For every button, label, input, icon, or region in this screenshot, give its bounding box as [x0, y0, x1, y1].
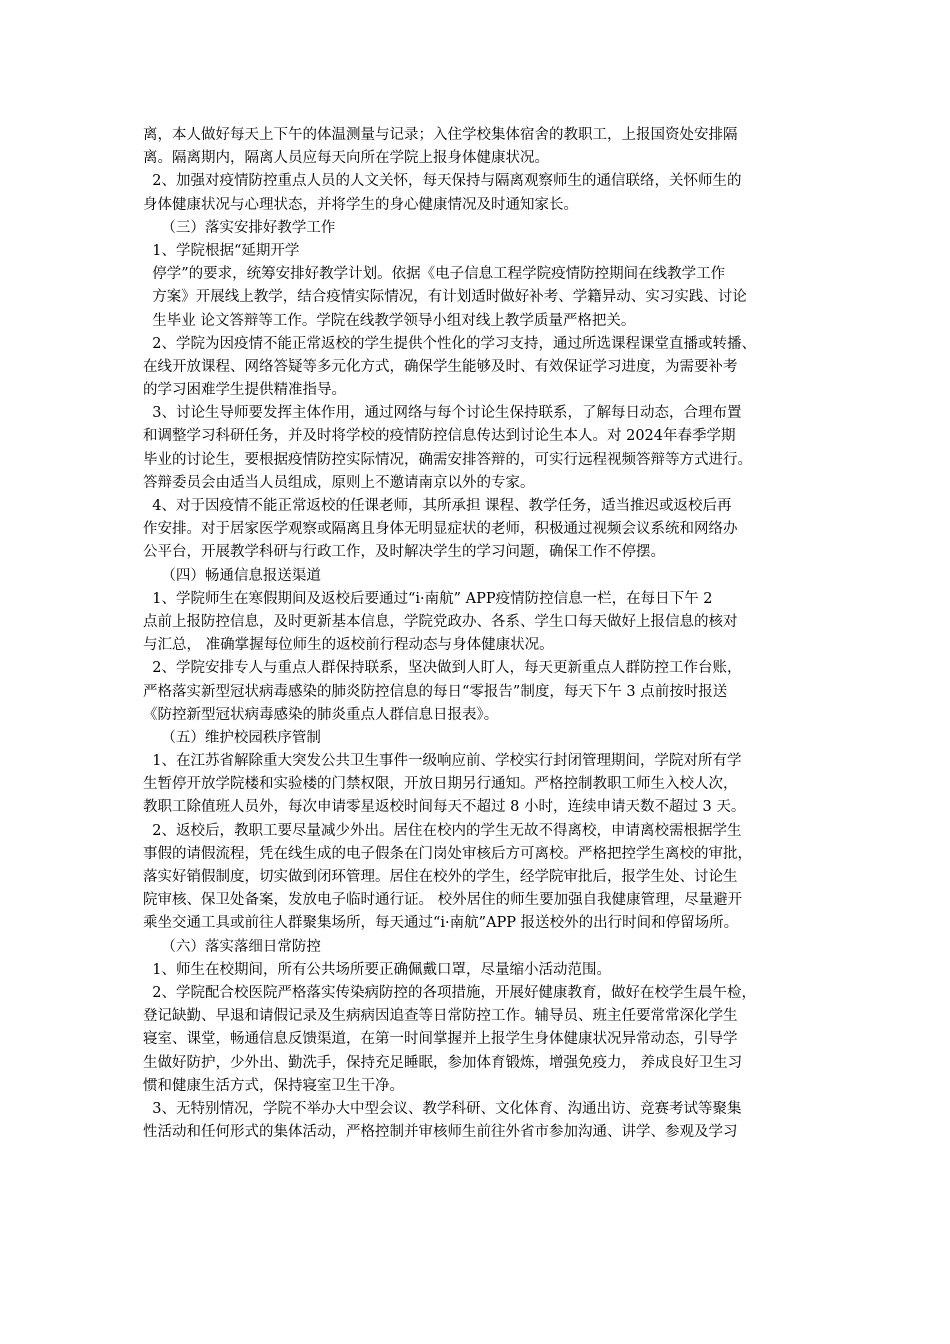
text-line: 《防控新型冠状病毒感染的肺炎重点人群信息日报表》。	[143, 706, 499, 723]
text-line: 的学习困难学生提供精准指导。	[143, 382, 346, 399]
text-line: （三）落实安排好教学工作	[143, 219, 336, 236]
text-line: 严格落实新型冠状病毒感染的肺炎防控信息的每日“零报告”制度，每天下午 3 点前按时报送	[143, 683, 728, 700]
text-line: 惯和健康生活方式，保持寝室卫生干净。	[143, 1077, 404, 1094]
text-line: 作安排。对于居家医学观察或隔离且身体无明显症状的老师，积极通过视频会议系统和网络办	[143, 521, 738, 538]
text-line: 2、加强对疫情防控重点人员的人文关怀，每天保持与隔离观察师生的通信联络，关怀师生的	[143, 173, 742, 190]
text-line: 1、师生在校期间，所有公共场所要正确佩戴口罩，尽量缩小活动范围。	[143, 961, 611, 978]
text-line: 离，本人做好每天上下午的体温测量与记录；入住学校集体宿舍的教职工，上报国资处安排隔	[143, 127, 738, 143]
text-line: 3、无特别情况，学院不举办大中型会议、教学科研、文化体育、沟通出访、竞赛考试等聚集	[143, 1100, 742, 1117]
text-line: 3、讨论生导师要发挥主体作用，通过网络与每个讨论生保持联系，了解每日动态，合理布置	[143, 405, 742, 422]
document-body	[143, 124, 808, 1144]
text-line: （六）落实落细日常防控	[143, 938, 321, 955]
text-line: 性活动和任何形式的集体活动，严格控制并审核师生前往外省市参加沟通、讲学、参观及学习	[143, 1124, 738, 1141]
text-line: 1、学院师生在寒假期间及返校后要通过“i·南航” APP疫情防控信息一栏，在每日下午 2	[143, 590, 713, 607]
text-line: 答辩委员会由适当人员组成，原则上不邀请南京以外的专家。	[143, 474, 535, 491]
text-line: 点前上报防控信息，及时更新基本信息，学院党政办、各系、学生口每天做好上报信息的核对	[143, 613, 738, 630]
text-line: 方案》开展线上教学，结合疫情实际情况，有计划适时做好补考、学籍异动、实习实践、讨论	[143, 289, 747, 306]
text-line: 2、学院配合校医院严格落实传染病防控的各项措施，开展好健康教育，做好在校学生晨午检，	[143, 984, 756, 1001]
text-line: 和调整学习科研任务，并及时将学校的疫情防控信息传达到讨论生本人。对 2024年春季学期	[143, 428, 736, 445]
text-line: 身体健康状况与心理状态，并将学生的身心健康情况及时通知家长。	[143, 196, 578, 213]
text-line: （四）畅通信息报送渠道	[143, 567, 321, 584]
text-line: 1、在江苏省解除重大突发公共卫生事件一级响应前、学校实行封闭管理期间，学院对所有学	[143, 753, 742, 770]
text-line: 寝室、课堂，畅通信息反馈渠道，在第一时间掌握并上报学生身体健康状况异常动态，引导学	[143, 1031, 738, 1048]
text-line: 2、返校后，教职工要尽量减少外出。居住在校内的学生无故不得离校，申请离校需根据学生	[143, 822, 742, 839]
text-line: 乘坐交通工具或前往人群聚集场所，每天通过“i·南航”APP 报送校外的出行时间和停留场所。	[143, 915, 739, 932]
text-line: 离。隔离期内，隔离人员应每天向所在学院上报身体健康状况。	[143, 150, 549, 167]
text-line: 落实好销假制度，切实做到闭环管理。居住在校外的学生，经学院审批后，报学生处、讨论生	[143, 869, 738, 885]
text-line: 2、学院为因疫情不能正常返校的学生提供个性化的学习支持，通过所选课程课堂直播或转播、	[143, 335, 756, 352]
text-line: （五）维护校园秩序管制	[143, 729, 321, 746]
text-line: 生暂停开放学院楼和实验楼的门禁权限，开放日期另行通知。严格控制教职工师生入校人次，	[143, 776, 738, 793]
text-line: 4、对于因疫情不能正常返校的任课老师，其所承担 课程、教学任务，适当推迟或返校后再	[143, 498, 732, 514]
text-line: 2、学院安排专人与重点人群保持联系，坚决做到人盯人，每天更新重点人群防控工作台账，	[143, 660, 742, 677]
text-line: 教职工除值班人员外，每次申请零星返校时间每天不超过 8 小时，连续申请天数不超过 3 天。	[143, 799, 746, 816]
text-line: 停学”的要求，统筹安排好教学计划。依据《电子信息工程学院疫情防控期间在线教学工作	[143, 266, 726, 283]
text-line: 1、学院根据“延期开学	[143, 242, 300, 259]
text-line: 登记缺勤、早退和请假记录及生病病因追查等日常防控工作。辅导员、班主任要常常深化学生	[143, 1008, 738, 1025]
text-line: 在线开放课程、网络答疑等多元化方式，确保学生能够及时、有效保证学习进度，为需要补考	[143, 358, 738, 375]
text-line: 毕业的讨论生，要根据疫情防控实际情况，确需安排答辩的，可实行远程视频答辩等方式进行。	[143, 451, 752, 468]
text-line: 与汇总， 准确掌握每位师生的返校前行程动态与身体健康状况。	[143, 637, 554, 654]
text-line: 生毕业 论文答辩等工作。学院在线教学领导小组对线上教学质量严格把关。	[143, 312, 636, 329]
text-line: 事假的请假流程，凭在线生成的电子假条在门岗处审核后方可离校。严格把控学生离校的审批，	[143, 845, 752, 862]
text-line: 生做好防护，少外出、勤洗手，保持充足睡眠，参加体育锻炼，增强免疫力， 养成良好卫生习	[143, 1054, 743, 1071]
text-line: 公平台，开展教学科研与行政工作，及时解决学生的学习问题，确保工作不停摆。	[143, 544, 665, 561]
text-line: 院审核、保卫处备案，发放电子临时通行证。 校外居住的师生要加强自我健康管理，尽量避开	[143, 892, 743, 909]
